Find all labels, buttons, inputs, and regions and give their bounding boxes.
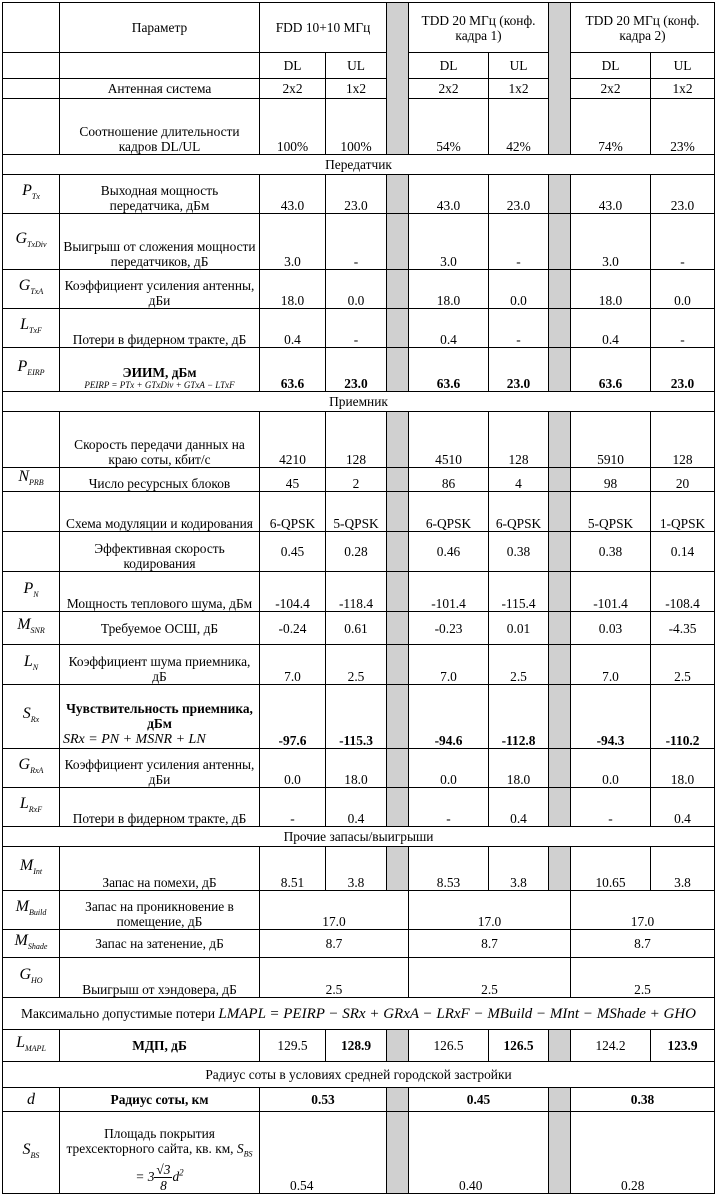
nprb-label: Число ресурсных блоков [60,468,260,492]
gap-cell [387,572,409,612]
lmapl-value: 129.5 [260,1030,326,1062]
gho-label: Выигрыш от хэндовера, дБ [60,958,260,998]
gap-cell [387,270,409,309]
mint-value: 8.51 [260,847,326,891]
ptx-value: 43.0 [571,175,651,214]
gtxa-value: 0.0 [326,270,387,309]
ptx-value: 23.0 [651,175,715,214]
ptx-value: 43.0 [260,175,326,214]
corner-cell [3,3,60,53]
coderate-value: 0.28 [326,532,387,572]
gap-cell [549,645,571,685]
ratio-value: 100% [260,99,326,155]
mbuild-label: Запас на проникновение в помещение, дБ [60,891,260,930]
empty-cell [3,412,60,468]
section-transmitter: Передатчик [3,155,715,175]
gap-cell [549,468,571,492]
gap-cell [549,685,571,749]
gap-cell [387,412,409,468]
lrxf-value: 0.4 [651,788,715,827]
gho-value: 2.5 [260,958,409,998]
mapl-formula-label: Максимально допустимые потери [21,1005,216,1021]
mbuild-symbol: $M_{Build}$ [3,891,60,930]
pn-value: -118.4 [326,572,387,612]
lmapl-symbol: $L_{MAPL}$ [3,1030,60,1062]
gap-cell [549,1088,571,1112]
link-budget-table [2,2,715,1194]
grxa-value: 0.0 [409,749,489,788]
gap-cell [549,847,571,891]
gap-cell [549,348,571,392]
mint-symbol: $M_{Int}$ [3,847,60,891]
mbuild-value: 17.0 [409,891,571,930]
srx-value: -94.3 [571,685,651,749]
sbs-value: 0.28 [571,1112,715,1194]
ln-value: 2.5 [651,645,715,685]
gtxa-value: 0.0 [489,270,549,309]
mint-value: 3.8 [489,847,549,891]
antenna-value: 2x2 [260,79,326,99]
mcs-value: 6-QPSK [409,492,489,532]
ltxf-value: - [489,309,549,348]
rate-value: 4510 [409,412,489,468]
gap-column-2 [549,3,571,155]
msnr-symbol: $M_{SNR}$ [3,612,60,645]
mint-label: Запас на помехи, дБ [60,847,260,891]
ratio-value: 100% [326,99,387,155]
pn-label: Мощность теплового шума, дБм [60,572,260,612]
sbs-value: 0.40 [409,1112,549,1194]
srx-value: -94.6 [409,685,489,749]
gho-value: 2.5 [409,958,571,998]
srx-value: -112.8 [489,685,549,749]
sbs-label: Площадь покрытия трехсекторного сайта, кв. км, [66,1126,234,1157]
gap-cell [387,214,409,270]
ptx-value: 23.0 [326,175,387,214]
gtxa-label: Коэффициент усиления антенны, дБи [60,270,260,309]
empty-cell [3,79,60,99]
d-value: 0.45 [409,1088,549,1112]
nprb-value: 2 [326,468,387,492]
gap-cell [549,270,571,309]
gap-cell [387,788,409,827]
gap-cell [549,532,571,572]
mint-value: 10.65 [571,847,651,891]
msnr-value: 0.61 [326,612,387,645]
coderate-label: Эффективная скорость кодирования [60,532,260,572]
mcs-value: 6-QPSK [489,492,549,532]
gho-value: 2.5 [571,958,715,998]
lmapl-label: МДП, дБ [60,1030,260,1062]
lrxf-symbol: $L_{RxF}$ [3,788,60,827]
ptx-value: 43.0 [409,175,489,214]
gtxdiv-symbol: $G_{TxDiv}$ [3,214,60,270]
gap-cell [549,175,571,214]
ul-header: UL [326,53,387,79]
gtxa-value: 18.0 [409,270,489,309]
gap-cell [387,309,409,348]
peirp-value: 63.6 [260,348,326,392]
gap-cell [387,1088,409,1112]
peirp-value: 63.6 [571,348,651,392]
gtxdiv-value: - [651,214,715,270]
lmapl-value: 126.5 [489,1030,549,1062]
gap-cell [549,492,571,532]
tdd2-header: TDD 20 МГц (конф. кадра 2) [571,3,715,53]
ln-value: 2.5 [489,645,549,685]
lrxf-value: 0.4 [326,788,387,827]
gtxa-value: 0.0 [651,270,715,309]
empty-cell [3,532,60,572]
gtxdiv-value: 3.0 [260,214,326,270]
mshade-symbol: $M_{Shade}$ [3,930,60,958]
lrxf-value: - [571,788,651,827]
tdd1-header: TDD 20 МГц (конф. кадра 1) [409,3,549,53]
srx-value: -97.6 [260,685,326,749]
param-header: Параметр [60,3,260,53]
nprb-symbol: $N_{PRB}$ [3,468,60,492]
dl-header: DL [260,53,326,79]
lrxf-value: - [260,788,326,827]
sqrt3-over-8: $\frac{√3}{8}$ [156,1162,171,1193]
gap-cell [387,685,409,749]
lmapl-value: 126.5 [409,1030,489,1062]
ltxf-value: 0.4 [260,309,326,348]
mapl-formula-row [3,998,715,1030]
rate-value: 128 [326,412,387,468]
rate-value: 128 [489,412,549,468]
mcs-value: 6-QPSK [260,492,326,532]
coderate-value: 0.14 [651,532,715,572]
ltxf-value: 0.4 [409,309,489,348]
nprb-value: 4 [489,468,549,492]
lrxf-value: - [409,788,489,827]
ul-header: UL [651,53,715,79]
gap-cell [387,532,409,572]
mshade-label: Запас на затенение, дБ [60,930,260,958]
ltxf-value: - [326,309,387,348]
sbs-value: 0.54 [260,1112,387,1194]
nprb-value: 98 [571,468,651,492]
grxa-symbol: $G_{RxA}$ [3,749,60,788]
gap-cell [387,645,409,685]
gap-cell [549,412,571,468]
d-symbol: d [3,1088,60,1112]
antenna-value: 1x2 [489,79,549,99]
gtxdiv-value: 3.0 [571,214,651,270]
nprb-value: 45 [260,468,326,492]
gtxa-value: 18.0 [260,270,326,309]
ratio-value: 54% [409,99,489,155]
grxa-value: 18.0 [489,749,549,788]
gap-cell [387,749,409,788]
gap-cell [387,1112,409,1194]
srx-symbol: $S_{Rx}$ [3,685,60,749]
antenna-value: 1x2 [651,79,715,99]
dl-header: DL [571,53,651,79]
gap-cell [549,612,571,645]
pn-value: -101.4 [409,572,489,612]
fdd-header: FDD 10+10 МГц [260,3,387,53]
mcs-label: Схема модуляции и кодирования [60,492,260,532]
gap-cell [387,468,409,492]
ln-symbol: $L_N$ [3,645,60,685]
peirp-value: 23.0 [326,348,387,392]
gap-cell [549,1030,571,1062]
ratio-value: 74% [571,99,651,155]
ln-value: 7.0 [260,645,326,685]
srx-cell [60,685,260,749]
ltxf-value: 0.4 [571,309,651,348]
ln-value: 2.5 [326,645,387,685]
gap-cell [387,492,409,532]
gtxa-symbol: $G_{TxA}$ [3,270,60,309]
srx-value: -110.2 [651,685,715,749]
dl-header: DL [409,53,489,79]
gap-cell [549,749,571,788]
mint-value: 3.8 [651,847,715,891]
ltxf-label: Потери в фидерном тракте, дБ [60,309,260,348]
sbs-symbol: $S_{BS}$ [3,1112,60,1194]
ratio-value: 42% [489,99,549,155]
gtxa-value: 18.0 [571,270,651,309]
antenna-value: 1x2 [326,79,387,99]
empty-cell [3,99,60,155]
grxa-label: Коэффициент усиления антенны, дБи [60,749,260,788]
gap-cell [549,788,571,827]
antenna-label: Антенная система [60,79,260,99]
mcs-value: 5-QPSK [326,492,387,532]
gap-cell [387,348,409,392]
ratio-label: Соотношение длительности кадров DL/UL [60,99,260,155]
gtxdiv-value: - [489,214,549,270]
msnr-value: -0.24 [260,612,326,645]
gap-cell [387,847,409,891]
pn-value: -115.4 [489,572,549,612]
peirp-value: 23.0 [489,348,549,392]
ltxf-symbol: $L_{TxF}$ [3,309,60,348]
d-value: 0.38 [571,1088,715,1112]
pn-value: -104.4 [260,572,326,612]
srx-value: -115.3 [326,685,387,749]
nprb-value: 20 [651,468,715,492]
rate-value: 128 [651,412,715,468]
peirp-cell [60,348,260,392]
ptx-label: Выходная мощность передатчика, дБм [60,175,260,214]
mbuild-value: 17.0 [260,891,409,930]
mbuild-value: 17.0 [571,891,715,930]
pn-value: -101.4 [571,572,651,612]
peirp-formula: PEIRP = PTx + GTxDiv + GTxA − LTxF [84,380,235,390]
gap-cell [549,309,571,348]
ltxf-value: - [651,309,715,348]
sbs-formula: $S_{BS} = 3$ $\frac{√3}{8}$ $d^2$ [135,1141,253,1193]
gtxdiv-value: 3.0 [409,214,489,270]
mint-value: 8.53 [409,847,489,891]
pn-symbol: $P_N$ [3,572,60,612]
section-radius: Радиус соты в условиях средней городской застройки [3,1062,715,1088]
grxa-value: 0.0 [260,749,326,788]
coderate-value: 0.45 [260,532,326,572]
msnr-label: Требуемое ОСШ, дБ [60,612,260,645]
gap-cell [549,214,571,270]
ln-value: 7.0 [409,645,489,685]
antenna-value: 2x2 [571,79,651,99]
gap-cell [549,1112,571,1194]
empty-cell [60,53,260,79]
rate-label: Скорость передачи данных на краю соты, кбит/с [60,412,260,468]
rate-value: 4210 [260,412,326,468]
gap-column-1 [387,3,409,155]
ratio-value: 23% [651,99,715,155]
peirp-value: 23.0 [651,348,715,392]
mshade-value: 8.7 [260,930,409,958]
ln-label: Коэффициент шума приемника, дБ [60,645,260,685]
coderate-value: 0.38 [489,532,549,572]
msnr-value: -4.35 [651,612,715,645]
msnr-value: 0.01 [489,612,549,645]
coderate-value: 0.38 [571,532,651,572]
empty-cell [3,53,60,79]
sbs-cell [60,1112,260,1194]
gtxdiv-label: Выигрыш от сложения мощности передатчиков, дБ [60,214,260,270]
pn-value: -108.4 [651,572,715,612]
grxa-value: 18.0 [651,749,715,788]
nprb-value: 86 [409,468,489,492]
lrxf-value: 0.4 [489,788,549,827]
gap-cell [387,175,409,214]
lmapl-value: 123.9 [651,1030,715,1062]
ptx-symbol: $P_{Tx}$ [3,175,60,214]
gap-cell [387,1030,409,1062]
peirp-symbol: $P_{EIRP}$ [3,348,60,392]
ptx-value: 23.0 [489,175,549,214]
d-label: Радиус соты, км [60,1088,260,1112]
ul-header: UL [489,53,549,79]
grxa-value: 18.0 [326,749,387,788]
lrxf-label: Потери в фидерном тракте, дБ [60,788,260,827]
mcs-value: 1-QPSK [651,492,715,532]
gap-cell [387,612,409,645]
gho-symbol: $G_{HO}$ [3,958,60,998]
mcs-value: 5-QPSK [571,492,651,532]
srx-formula: SRx = PN + MSNR + LN [63,732,206,747]
section-other-margins: Прочие запасы/выигрыши [3,827,715,847]
msnr-value: -0.23 [409,612,489,645]
rate-value: 5910 [571,412,651,468]
msnr-value: 0.03 [571,612,651,645]
mshade-value: 8.7 [571,930,715,958]
gtxdiv-value: - [326,214,387,270]
ln-value: 7.0 [571,645,651,685]
mapl-formula: LMAPL = PEIRP − SRx + GRxA − LRxF − MBuild − MInt − MShade + GHO [218,1005,696,1022]
coderate-value: 0.46 [409,532,489,572]
antenna-value: 2x2 [409,79,489,99]
srx-label: Чувствительность приемника, дБм [66,701,253,731]
peirp-label: ЭИИМ, дБм [122,365,197,380]
mshade-value: 8.7 [409,930,571,958]
empty-cell [3,492,60,532]
peirp-value: 63.6 [409,348,489,392]
d-value: 0.53 [260,1088,387,1112]
lmapl-value: 128.9 [326,1030,387,1062]
section-receiver: Приемник [3,392,715,412]
mint-value: 3.8 [326,847,387,891]
grxa-value: 0.0 [571,749,651,788]
gap-cell [549,572,571,612]
lmapl-value: 124.2 [571,1030,651,1062]
